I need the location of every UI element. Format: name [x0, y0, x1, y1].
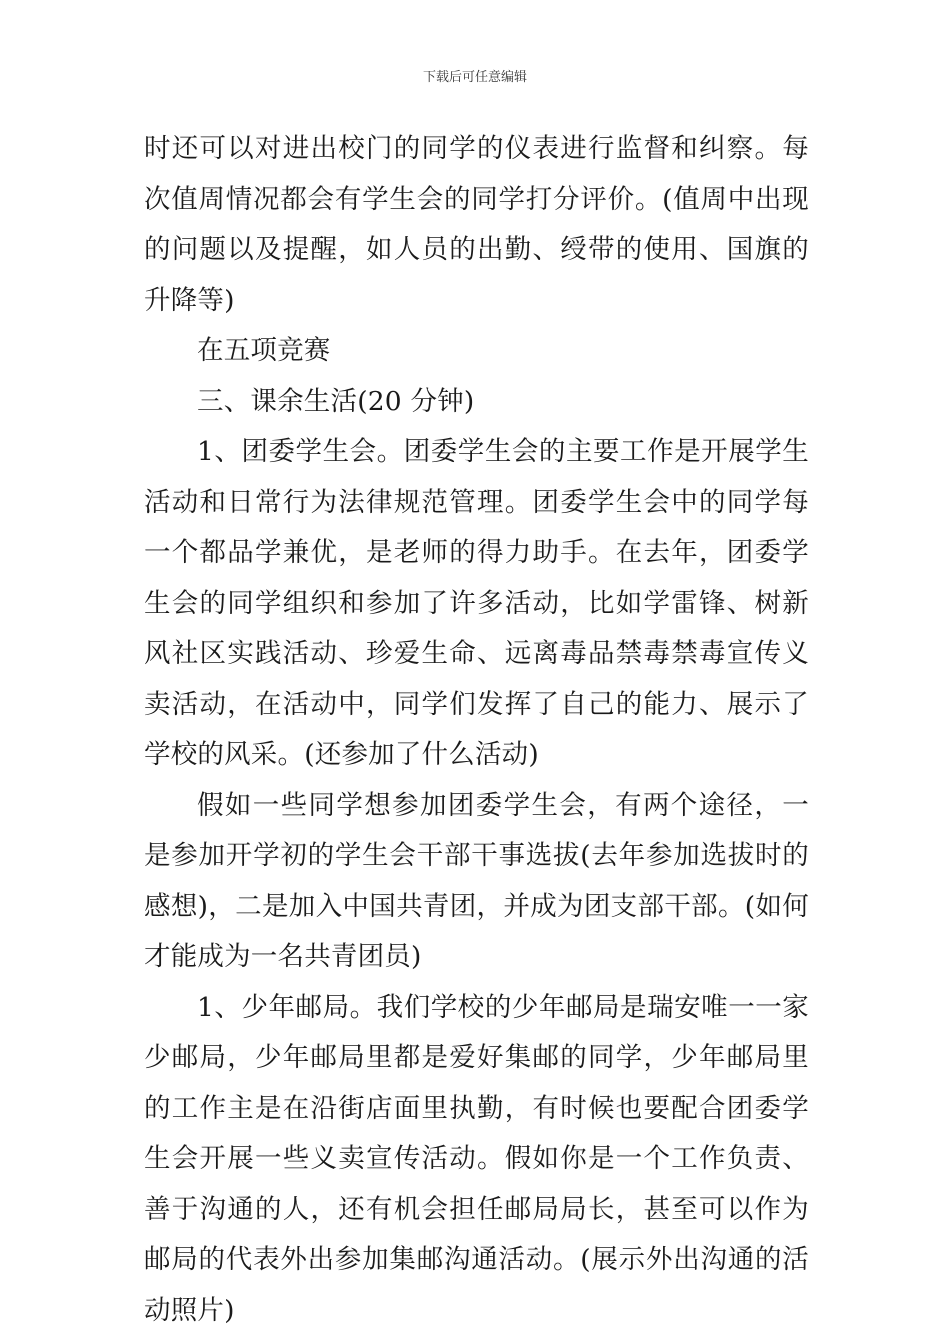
paragraph-student-union: 1、团委学生会。团委学生会的主要工作是开展学生活动和日常行为法律规范管理。团委学生会中的同学每一个都品学兼优，是老师的得力助手。在去年，团委学生会的同学组织和参加了许多活动，比如学雷锋、树新风社区实践活动、珍爱生命、远离毒品禁毒禁毒宣传义卖活动，在活动中，同学们发挥了自己的能力、展示了学校的风采。(还参加了什么活动) [144, 436, 809, 770]
section-heading-after-class: 三、课余生活(20 分钟) [197, 385, 475, 417]
document-body [144, 124, 809, 1336]
paragraph-youth-post-office: 1、少年邮局。我们学校的少年邮局是瑞安唯一一家少邮局，少年邮局里都是爱好集邮的同学，少年邮局里的工作主是在沿街店面里执勤，有时候也要配合团委学生会开展一些义卖宣传活动。假如你是一个工作负责、善于沟通的人，还有机会担任邮局局长，甚至可以作为邮局的代表外出参加集邮沟通活动。(展示外出沟通的活动照片) [144, 991, 809, 1326]
page-header: 下载后可任意编辑 [422, 70, 527, 85]
paragraph-five-competitions: 在五项竞赛 [197, 335, 331, 366]
paragraph-join-union: 假如一些同学想参加团委学生会，有两个途径，一是参加开学初的学生会干部干事选拔(去年参加选拔时的感想)，二是加入中国共青团，并成为团支部干部。(如何才能成为一名共青团员) [144, 789, 809, 972]
paragraph-duty-week: 时还可以对进出校门的同学的仪表进行监督和纠察。每次值周情况都会有学生会的同学打分评价。(值周中出现的问题以及提醒，如人员的出勤、绶带的使用、国旗的升降等) [144, 133, 809, 316]
